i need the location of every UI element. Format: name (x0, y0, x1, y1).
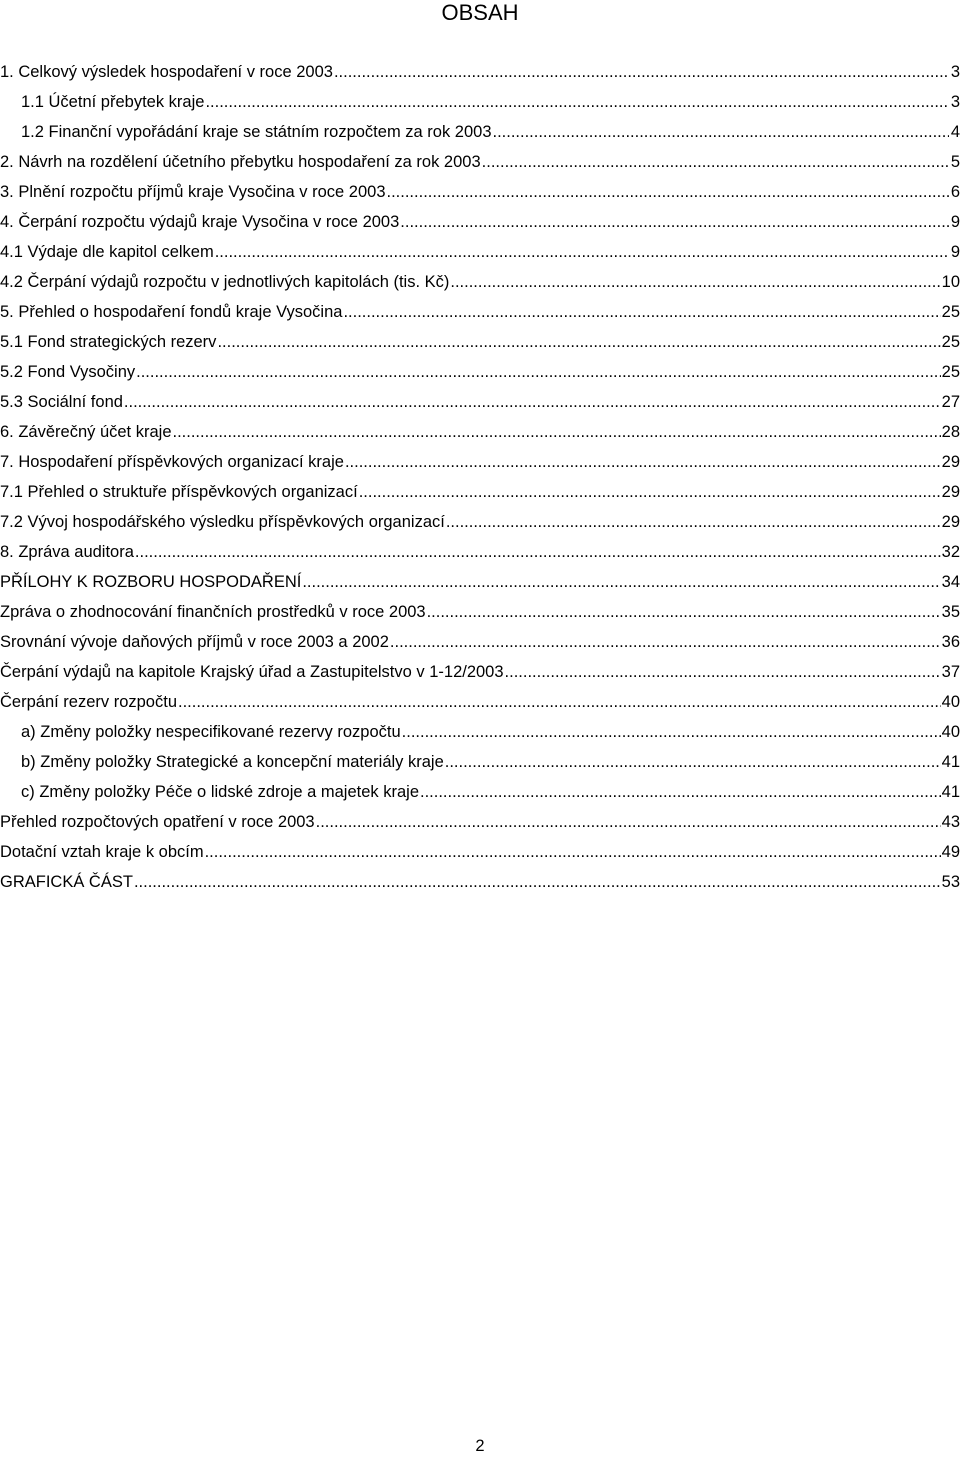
toc-entry[interactable] (0, 117, 960, 147)
dot-leader (493, 117, 950, 147)
toc-entry-page: 3 (950, 93, 960, 111)
dot-leader (135, 537, 941, 567)
toc-entry-label: 5. Přehled o hospodaření fondů kraje Vysočina (0, 303, 343, 321)
toc-entry[interactable] (0, 147, 960, 177)
toc-entry-label: 6. Závěrečný účet kraje (0, 423, 172, 441)
toc-entry-page: 29 (941, 453, 960, 471)
toc-entry-page: 9 (950, 243, 960, 261)
toc-entry-label: 2. Návrh na rozdělení účetního přebytku hospodaření za rok 2003 (0, 153, 481, 171)
toc-entry-label: 7.1 Přehled o struktuře příspěvkových organizací (0, 483, 358, 501)
dot-leader (345, 447, 941, 477)
toc-entry[interactable] (0, 687, 960, 717)
toc-entry-label: 3. Plnění rozpočtu příjmů kraje Vysočina v roce 2003 (0, 183, 386, 201)
toc-entry-label: c) Změny položky Péče o lidské zdroje a majetek kraje (21, 783, 419, 801)
toc-entry[interactable] (0, 297, 960, 327)
dot-leader (302, 567, 940, 597)
table-of-contents (0, 57, 960, 897)
toc-entry[interactable] (0, 627, 960, 657)
dot-leader (400, 207, 949, 237)
toc-entry[interactable] (0, 387, 960, 417)
toc-entry-page: 40 (941, 693, 960, 711)
toc-entry[interactable] (0, 657, 960, 687)
toc-entry[interactable] (0, 597, 960, 627)
toc-entry-page: 28 (941, 423, 960, 441)
toc-entry-page: 40 (941, 723, 960, 741)
toc-entry[interactable] (0, 747, 960, 777)
toc-entry[interactable] (0, 57, 960, 87)
dot-leader (359, 477, 941, 507)
dot-leader (316, 807, 941, 837)
toc-entry-label: 4.2 Čerpání výdajů rozpočtu v jednotlivých kapitolách (tis. Kč) (0, 273, 450, 291)
toc-entry-label: Srovnání vývoje daňových příjmů v roce 2003 a 2002 (0, 633, 389, 651)
toc-entry[interactable] (0, 477, 960, 507)
toc-entry-label: GRAFICKÁ ČÁST (0, 873, 133, 891)
toc-entry-label: 8. Zpráva auditora (0, 543, 134, 561)
dot-leader (445, 747, 941, 777)
toc-entry-page: 37 (941, 663, 960, 681)
toc-entry-page: 35 (941, 603, 960, 621)
toc-entry[interactable] (0, 237, 960, 267)
toc-entry-page: 27 (941, 393, 960, 411)
dot-leader (446, 507, 941, 537)
toc-entry-page: 3 (950, 63, 960, 81)
toc-entry-label: 7. Hospodaření příspěvkových organizací kraje (0, 453, 344, 471)
dot-leader (217, 327, 940, 357)
toc-entry-label: 1.1 Účetní přebytek kraje (21, 93, 205, 111)
dot-leader (334, 57, 949, 87)
page-number: 2 (475, 1437, 485, 1455)
toc-entry-page: 32 (941, 543, 960, 561)
toc-entry-page: 5 (950, 153, 960, 171)
toc-entry-page: 10 (941, 273, 960, 291)
toc-entry-page: 29 (941, 483, 960, 501)
toc-entry-page: 41 (941, 753, 960, 771)
toc-entry-page: 49 (941, 843, 960, 861)
dot-leader (450, 267, 940, 297)
toc-entry-page: 25 (941, 363, 960, 381)
dot-leader (343, 297, 940, 327)
dot-leader (482, 147, 949, 177)
toc-entry-label: a) Změny položky nespecifikované rezervy rozpočtu (21, 723, 401, 741)
dot-leader (124, 387, 941, 417)
toc-entry-page: 25 (941, 333, 960, 351)
toc-entry-label: b) Změny položky Strategické a koncepční materiály kraje (21, 753, 444, 771)
dot-leader (205, 87, 949, 117)
dot-leader (178, 687, 941, 717)
toc-entry-page: 41 (941, 783, 960, 801)
toc-entry-label: 4. Čerpání rozpočtu výdajů kraje Vysočina v roce 2003 (0, 213, 400, 231)
toc-entry[interactable] (0, 207, 960, 237)
toc-entry-label: 5.3 Sociální fond (0, 393, 123, 411)
toc-entry[interactable] (0, 267, 960, 297)
toc-entry-label: Zpráva o zhodnocování finančních prostředků v roce 2003 (0, 603, 426, 621)
toc-entry-label: 7.2 Vývoj hospodářského výsledku příspěvkových organizací (0, 513, 445, 531)
dot-leader (505, 657, 941, 687)
toc-entry-page: 6 (950, 183, 960, 201)
toc-entry-page: 36 (941, 633, 960, 651)
toc-entry[interactable] (0, 837, 960, 867)
toc-entry-page: 4 (950, 123, 960, 141)
toc-entry-page: 29 (941, 513, 960, 531)
toc-entry[interactable] (0, 447, 960, 477)
toc-entry[interactable] (0, 717, 960, 747)
toc-entry[interactable] (0, 807, 960, 837)
toc-entry-label: Čerpání rezerv rozpočtu (0, 693, 177, 711)
dot-leader (173, 417, 941, 447)
toc-entry-label: 5.1 Fond strategických rezerv (0, 333, 217, 351)
toc-entry-label: 4.1 Výdaje dle kapitol celkem (0, 243, 214, 261)
toc-entry-page: 34 (941, 573, 960, 591)
dot-leader (215, 237, 949, 267)
toc-entry[interactable] (0, 867, 960, 897)
toc-entry-label: 1. Celkový výsledek hospodaření v roce 2003 (0, 63, 333, 81)
dot-leader (420, 777, 941, 807)
toc-entry[interactable] (0, 567, 960, 597)
dot-leader (205, 837, 941, 867)
toc-entry[interactable] (0, 537, 960, 567)
toc-entry-page: 25 (941, 303, 960, 321)
toc-entry[interactable] (0, 507, 960, 537)
toc-entry[interactable] (0, 87, 960, 117)
dot-leader (387, 177, 949, 207)
toc-entry[interactable] (0, 327, 960, 357)
toc-entry[interactable] (0, 177, 960, 207)
toc-entry-label: 5.2 Fond Vysočiny (0, 363, 136, 381)
toc-entry-page: 53 (941, 873, 960, 891)
toc-entry-page: 9 (950, 213, 960, 231)
toc-entry-label: Přehled rozpočtových opatření v roce 2003 (0, 813, 315, 831)
toc-entry-label: Čerpání výdajů na kapitole Krajský úřad a Zastupitelstvo v 1-12/2003 (0, 663, 504, 681)
toc-entry[interactable] (0, 777, 960, 807)
toc-entry-label: PŘÍLOHY K ROZBORU HOSPODAŘENÍ (0, 573, 302, 591)
dot-leader (402, 717, 941, 747)
toc-entry-page: 43 (941, 813, 960, 831)
dot-leader (136, 357, 941, 387)
toc-entry-label: 1.2 Finanční vypořádání kraje se státním rozpočtem za rok 2003 (21, 123, 492, 141)
dot-leader (427, 597, 941, 627)
dot-leader (390, 627, 941, 657)
dot-leader (134, 867, 941, 897)
toc-entry-label: Dotační vztah kraje k obcím (0, 843, 204, 861)
toc-entry[interactable] (0, 357, 960, 387)
page-title: OBSAH (441, 0, 519, 25)
toc-entry[interactable] (0, 417, 960, 447)
